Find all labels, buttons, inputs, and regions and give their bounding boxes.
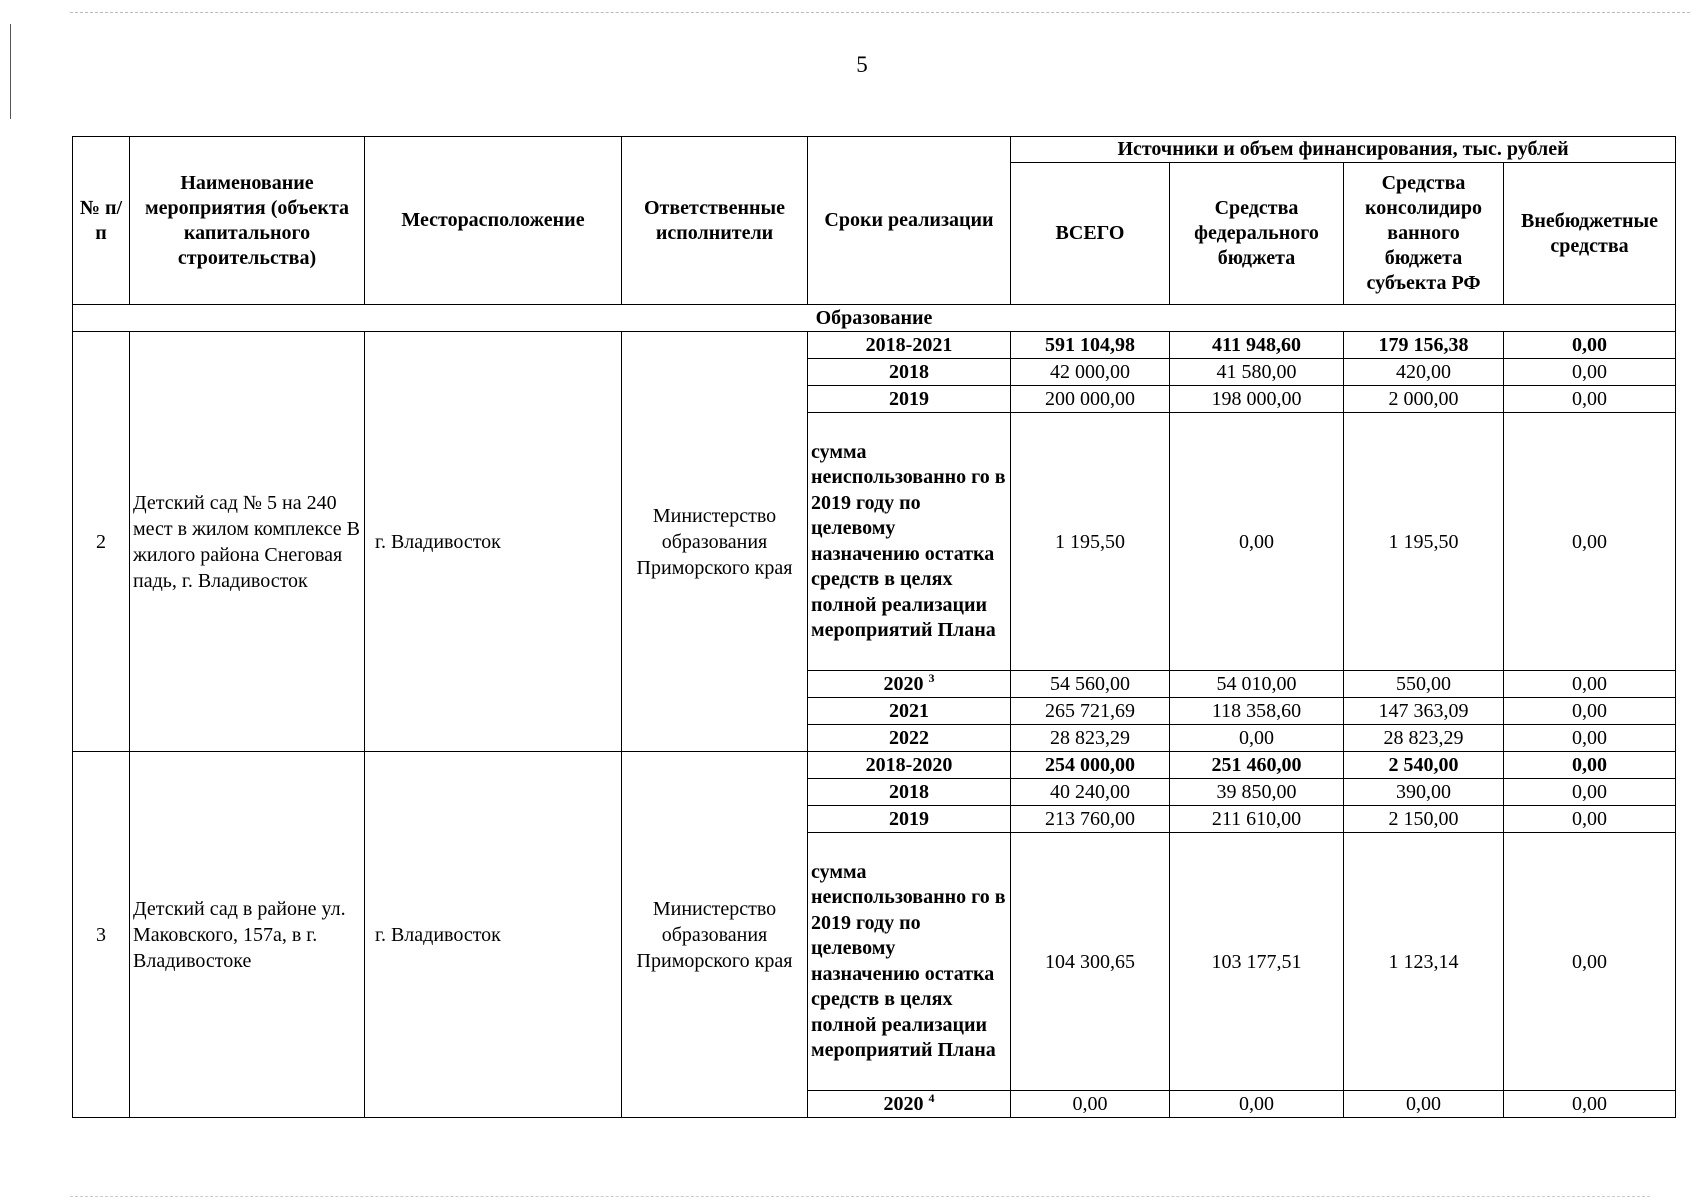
- regional-cell: 2 000,00: [1344, 386, 1504, 413]
- regional-cell: 1 195,50: [1344, 413, 1504, 671]
- total-cell: 254 000,00: [1011, 752, 1170, 779]
- period-year: 2020: [883, 673, 924, 695]
- period-cell: 2018: [808, 359, 1011, 386]
- header-federal: Средства федерального бюджета: [1170, 163, 1344, 305]
- federal-cell: 0,00: [1170, 725, 1344, 752]
- extra-cell: 0,00: [1504, 752, 1676, 779]
- project-location: г. Владивосток: [365, 752, 622, 1118]
- project-location: г. Владивосток: [365, 332, 622, 752]
- extra-cell: 0,00: [1504, 779, 1676, 806]
- table-row: [73, 332, 1676, 359]
- federal-cell: 0,00: [1170, 413, 1344, 671]
- federal-cell: 411 948,60: [1170, 332, 1344, 359]
- extra-cell: 0,00: [1504, 725, 1676, 752]
- total-cell: 0,00: [1011, 1091, 1170, 1118]
- federal-cell: 118 358,60: [1170, 698, 1344, 725]
- regional-cell: 179 156,38: [1344, 332, 1504, 359]
- period-cell: 2021: [808, 698, 1011, 725]
- total-cell: 28 823,29: [1011, 725, 1170, 752]
- total-cell: 54 560,00: [1011, 671, 1170, 698]
- period-cell: 2018-2020: [808, 752, 1011, 779]
- regional-cell: 390,00: [1344, 779, 1504, 806]
- extra-cell: 0,00: [1504, 806, 1676, 833]
- financing-table: [72, 136, 1676, 1118]
- extra-cell: 0,00: [1504, 671, 1676, 698]
- header-extra: Внебюджетные средства: [1504, 163, 1676, 305]
- extra-cell: 0,00: [1504, 698, 1676, 725]
- federal-cell: 54 010,00: [1170, 671, 1344, 698]
- extra-cell: 0,00: [1504, 413, 1676, 671]
- regional-cell: 147 363,09: [1344, 698, 1504, 725]
- header-total: ВСЕГО: [1011, 163, 1170, 305]
- extra-cell: 0,00: [1504, 833, 1676, 1091]
- section-title: Образование: [73, 305, 1676, 332]
- project-num: 3: [73, 752, 130, 1118]
- regional-cell: 420,00: [1344, 359, 1504, 386]
- total-cell: 200 000,00: [1011, 386, 1170, 413]
- total-cell: 40 240,00: [1011, 779, 1170, 806]
- extra-cell: 0,00: [1504, 332, 1676, 359]
- extra-cell: 0,00: [1504, 386, 1676, 413]
- federal-cell: 103 177,51: [1170, 833, 1344, 1091]
- federal-cell: 39 850,00: [1170, 779, 1344, 806]
- period-cell: 2022: [808, 725, 1011, 752]
- period-cell: 2019: [808, 806, 1011, 833]
- total-cell: 213 760,00: [1011, 806, 1170, 833]
- regional-cell: 2 150,00: [1344, 806, 1504, 833]
- header-num: № п/п: [73, 137, 130, 305]
- header-funding-group: Источники и объем финансирования, тыс. рублей: [1011, 137, 1676, 163]
- federal-cell: 0,00: [1170, 1091, 1344, 1118]
- header-location: Месторасположение: [365, 137, 622, 305]
- scan-artifact-top: [70, 12, 1690, 14]
- regional-cell: 0,00: [1344, 1091, 1504, 1118]
- header-name: Наименование мероприятия (объекта капитального строительства): [130, 137, 365, 305]
- regional-cell: 2 540,00: [1344, 752, 1504, 779]
- project-responsible: Министерство образования Приморского края: [622, 752, 808, 1118]
- footnote-mark: 3: [928, 671, 935, 685]
- period-year: 2020: [883, 1093, 924, 1115]
- scan-artifact-bottom: [70, 1196, 1650, 1198]
- period-cell: 2018: [808, 779, 1011, 806]
- header-responsible: Ответственные исполнители: [622, 137, 808, 305]
- extra-cell: 0,00: [1504, 1091, 1676, 1118]
- project-name: Детский сад в районе ул. Маковского, 157а, в г. Владивостоке: [130, 752, 365, 1118]
- regional-cell: 1 123,14: [1344, 833, 1504, 1091]
- federal-cell: 198 000,00: [1170, 386, 1344, 413]
- period-cell: 2019: [808, 386, 1011, 413]
- project-responsible: Министерство образования Приморского края: [622, 332, 808, 752]
- header-regional: Средства консолидиро ванного бюджета субъекта РФ: [1344, 163, 1504, 305]
- period-cell: [808, 671, 1011, 698]
- period-note-cell: сумма неиспользованно го в 2019 году по целевому назначению остатка средств в целях полной реализации мероприятий Плана: [808, 833, 1011, 1091]
- federal-cell: 251 460,00: [1170, 752, 1344, 779]
- regional-cell: 28 823,29: [1344, 725, 1504, 752]
- total-cell: 104 300,65: [1011, 833, 1170, 1091]
- project-name: Детский сад № 5 на 240 мест в жилом комплексе В жилого района Снеговая падь, г. Владивосток: [130, 332, 365, 752]
- period-cell: 2018-2021: [808, 332, 1011, 359]
- total-cell: 42 000,00: [1011, 359, 1170, 386]
- period-cell: [808, 1091, 1011, 1118]
- table-row: [73, 752, 1676, 779]
- project-num: 2: [73, 332, 130, 752]
- footnote-mark: 4: [928, 1091, 935, 1105]
- header-period: Сроки реализации: [808, 137, 1011, 305]
- federal-cell: 41 580,00: [1170, 359, 1344, 386]
- total-cell: 265 721,69: [1011, 698, 1170, 725]
- period-note-cell: сумма неиспользованно го в 2019 году по целевому назначению остатка средств в целях полной реализации мероприятий Плана: [808, 413, 1011, 671]
- federal-cell: 211 610,00: [1170, 806, 1344, 833]
- page-number: 5: [856, 52, 868, 77]
- extra-cell: 0,00: [1504, 359, 1676, 386]
- total-cell: 1 195,50: [1011, 413, 1170, 671]
- total-cell: 591 104,98: [1011, 332, 1170, 359]
- regional-cell: 550,00: [1344, 671, 1504, 698]
